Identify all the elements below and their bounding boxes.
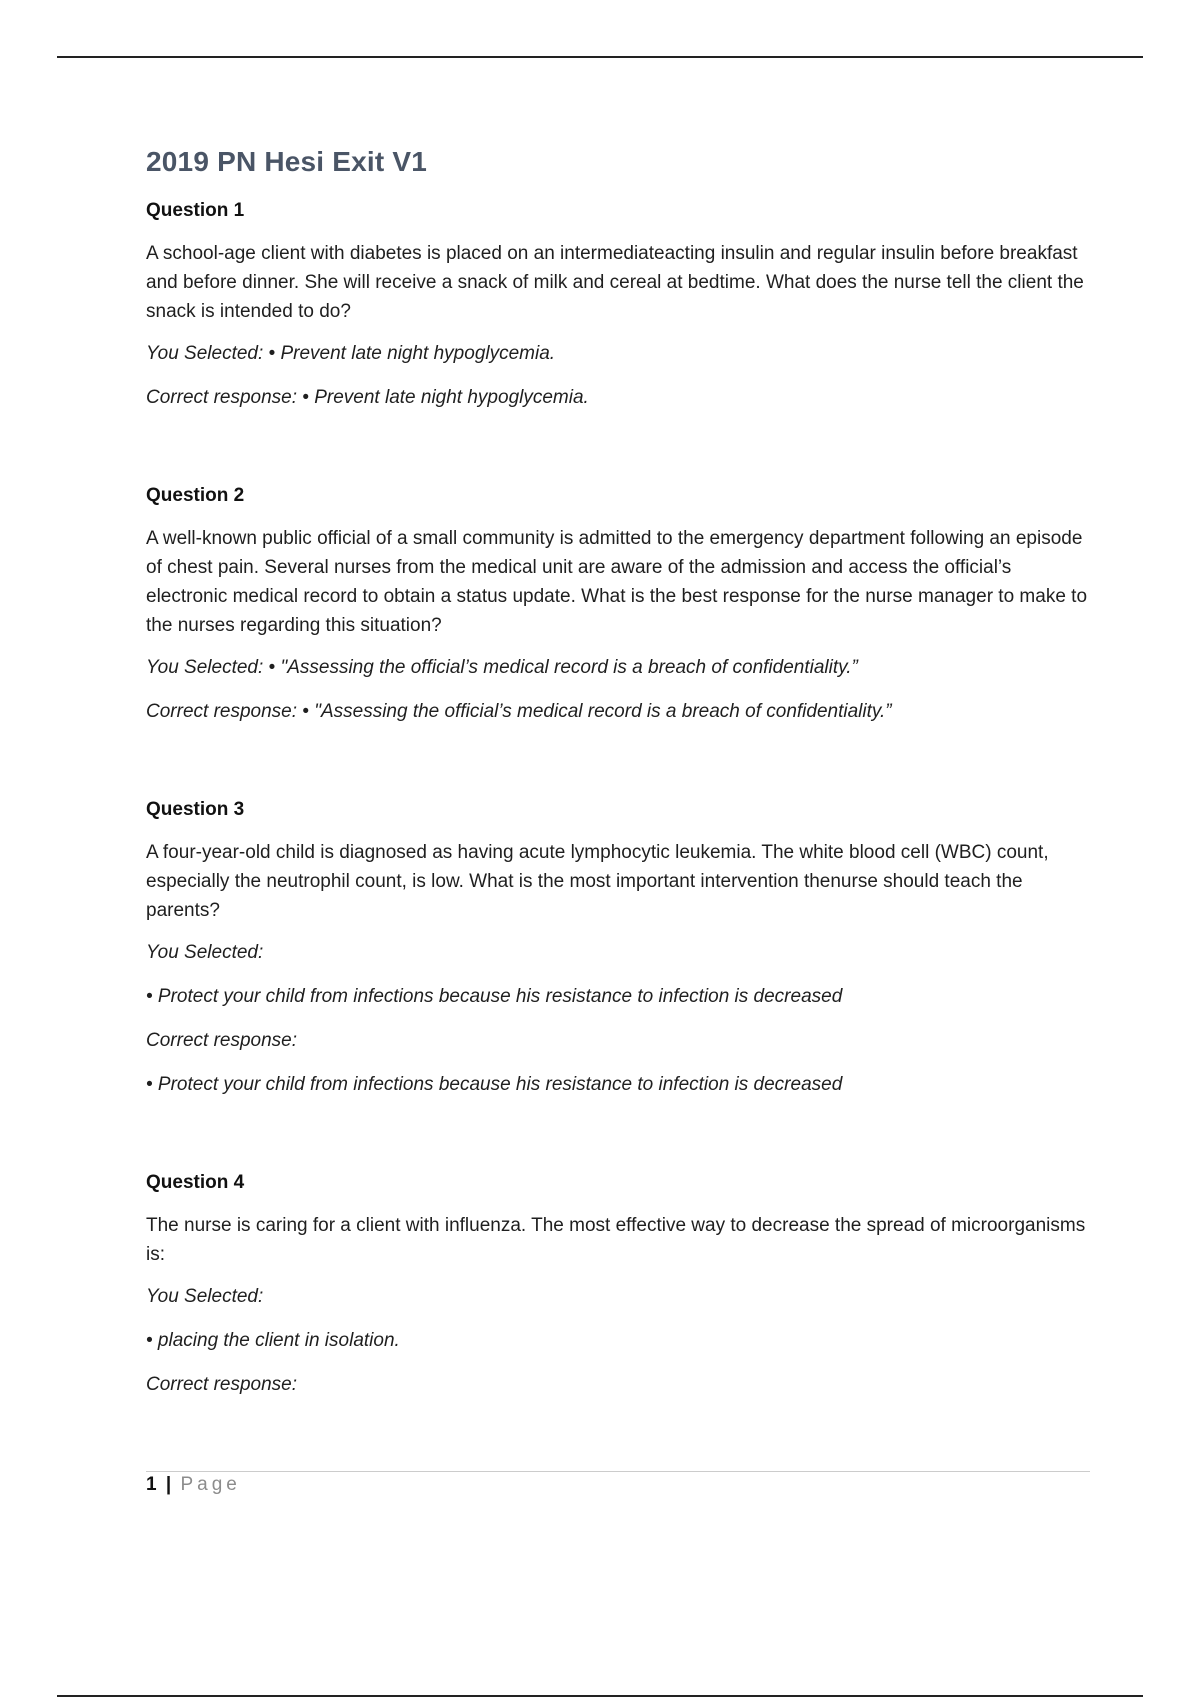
document-title: 2019 PN Hesi Exit V1 bbox=[146, 146, 428, 177]
question-text: A four-year-old child is diagnosed as having acute lymphocytic leukemia. The white blood cell (WBC) count, especially the neutrophil count, is low. What is the most important intervention thenurse should teach the parents? bbox=[146, 842, 1049, 921]
you-selected-line: You Selected: • "Assessing the official’s medical record is a breach of confidentiality.” bbox=[146, 657, 858, 678]
page-label: Page bbox=[180, 1474, 241, 1495]
you-selected-line: You Selected: • Prevent late night hypoglycemia. bbox=[146, 343, 556, 364]
correct-response-line: Correct response: • Prevent late night hypoglycemia. bbox=[146, 387, 589, 408]
you-selected-answer: • placing the client in isolation. bbox=[146, 1330, 400, 1351]
page-number: 1 bbox=[146, 1474, 157, 1495]
you-selected-label: You Selected: bbox=[146, 1286, 264, 1307]
question-heading: Question 1 bbox=[146, 200, 245, 221]
question-1 bbox=[146, 200, 1090, 412]
correct-response-line: Correct response: • "Assessing the official’s medical record is a breach of confidentiality.” bbox=[146, 701, 892, 722]
question-text: The nurse is caring for a client with influenza. The most effective way to decrease the spread of microorganisms is: bbox=[146, 1215, 1086, 1265]
question-heading: Question 3 bbox=[146, 799, 245, 820]
question-2 bbox=[146, 485, 1090, 726]
question-heading: Question 2 bbox=[146, 485, 245, 506]
correct-response-label: Correct response: bbox=[146, 1374, 298, 1395]
question-text: A well-known public official of a small community is admitted to the emergency department following an episode of chest pain. Several nurses from the medical unit are aware of the admission and access the official’s electronic medical record to obtain a status update. What is the best response for the nurse manager to make to the nurses regarding this situation? bbox=[146, 528, 1088, 636]
you-selected-label: You Selected: bbox=[146, 942, 264, 963]
question-3 bbox=[146, 799, 1090, 1099]
footer-rule bbox=[146, 1471, 1090, 1472]
correct-response-label: Correct response: bbox=[146, 1030, 298, 1051]
header-rule bbox=[57, 56, 1143, 58]
question-4 bbox=[146, 1172, 1090, 1399]
footer-bottom-rule bbox=[57, 1695, 1143, 1697]
document-body bbox=[146, 146, 1090, 1414]
question-text: A school-age client with diabetes is placed on an intermediateacting insulin and regular insulin before breakfast and before dinner. She will receive a snack of milk and cereal at bedtime. What does the nurse tell the client the snack is intended to do? bbox=[146, 243, 1084, 322]
page-separator: | bbox=[165, 1474, 172, 1495]
page-footer bbox=[146, 1474, 241, 1496]
correct-response-answer: • Protect your child from infections because his resistance to infection is decreased bbox=[146, 1074, 843, 1095]
question-heading: Question 4 bbox=[146, 1172, 245, 1193]
you-selected-answer: • Protect your child from infections because his resistance to infection is decreased bbox=[146, 986, 843, 1007]
